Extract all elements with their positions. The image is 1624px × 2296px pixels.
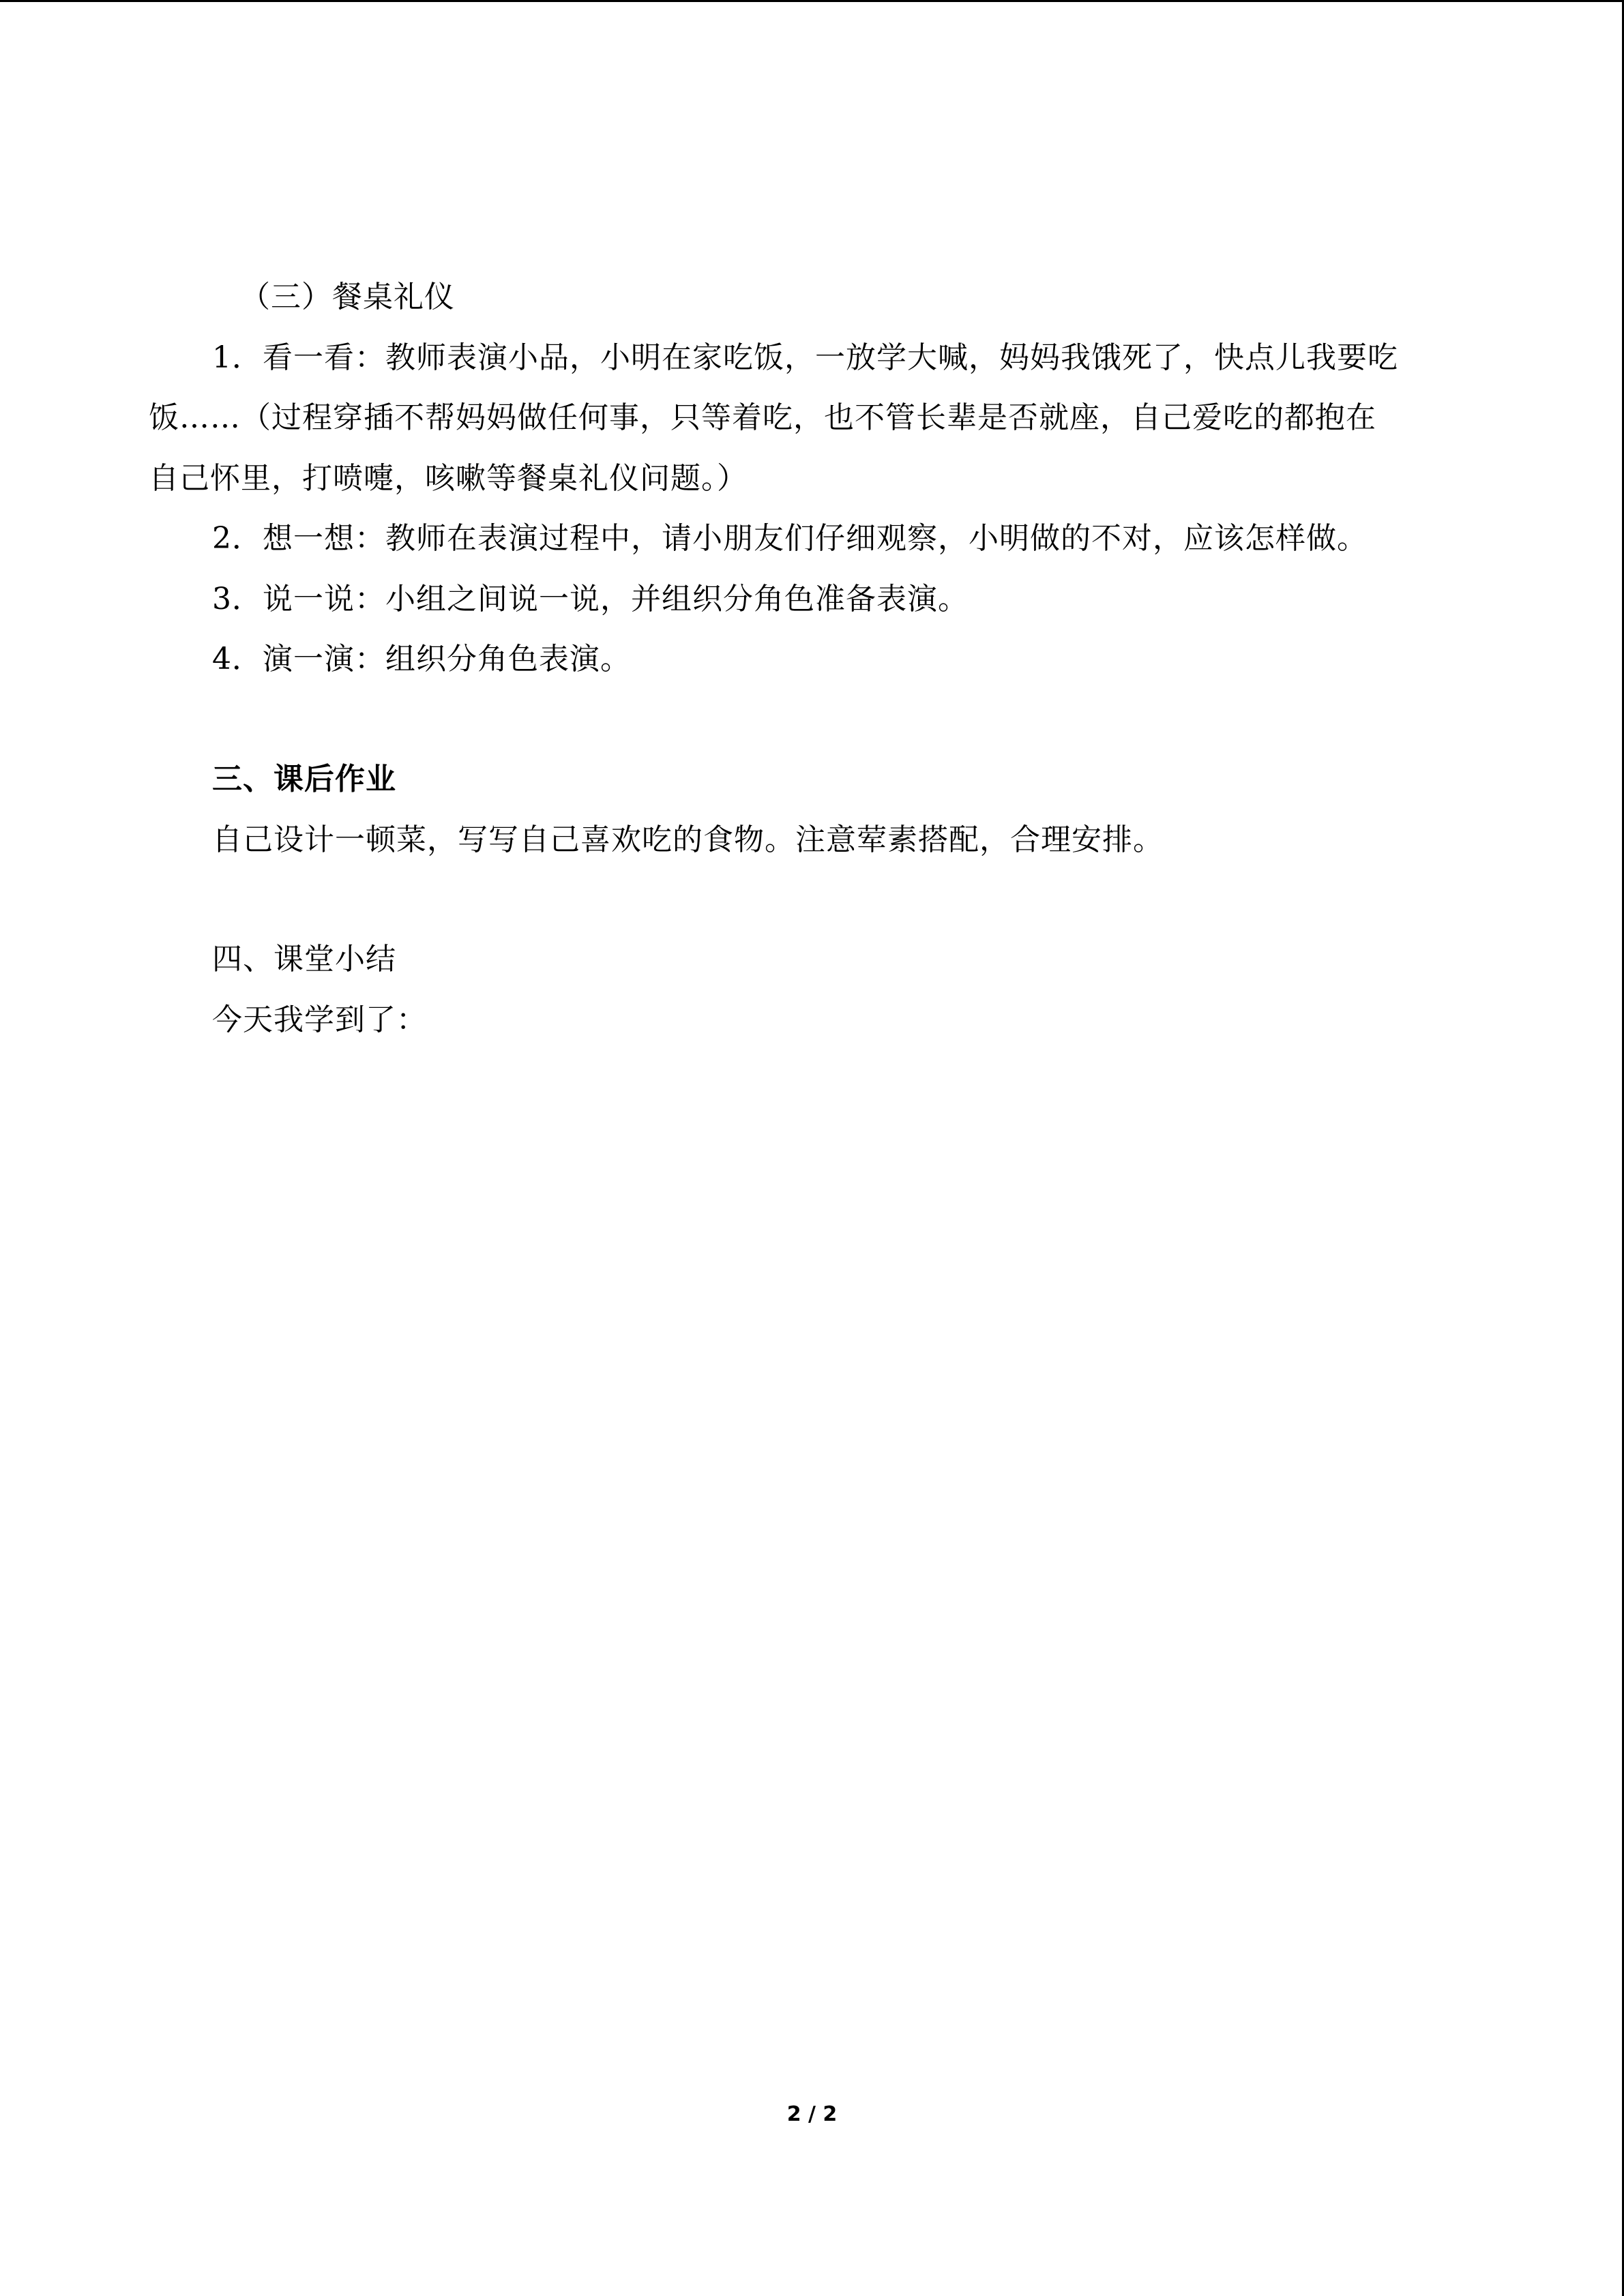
- summary-heading: 四、课堂小结: [212, 942, 396, 976]
- homework-text: 自己设计一顿菜，写写自己喜欢吃的食物。注意荤素搭配，合理安排。: [212, 822, 1164, 857]
- subsection-heading: （三）餐桌礼仪: [240, 280, 455, 314]
- step-1-line-1: 1．看一看：教师表演小品，小明在家吃饭，一放学大喊，妈妈我饿死了，快点儿我要吃: [212, 340, 1398, 375]
- step-4: 4．演一演：组织分角色表演。: [212, 642, 631, 676]
- summary-text: 今天我学到了：: [212, 1002, 427, 1037]
- step-1-line-3: 自己怀里，打喷嚏，咳嗽等餐桌礼仪问题。）: [149, 461, 748, 496]
- homework-heading: 三、课后作业: [212, 762, 396, 796]
- page-number: 2 / 2: [786, 2102, 838, 2126]
- step-1-line-2: 饭……（过程穿插不帮妈妈做任何事，只等着吃，也不管长辈是否就座，自己爱吃的都抱在: [149, 400, 1376, 435]
- step-2: 2．想一想：教师在表演过程中，请小朋友们仔细观察，小明做的不对，应该怎样做。: [212, 521, 1368, 556]
- step-3: 3．说一说：小组之间说一说，并组织分角色准备表演。: [212, 582, 969, 616]
